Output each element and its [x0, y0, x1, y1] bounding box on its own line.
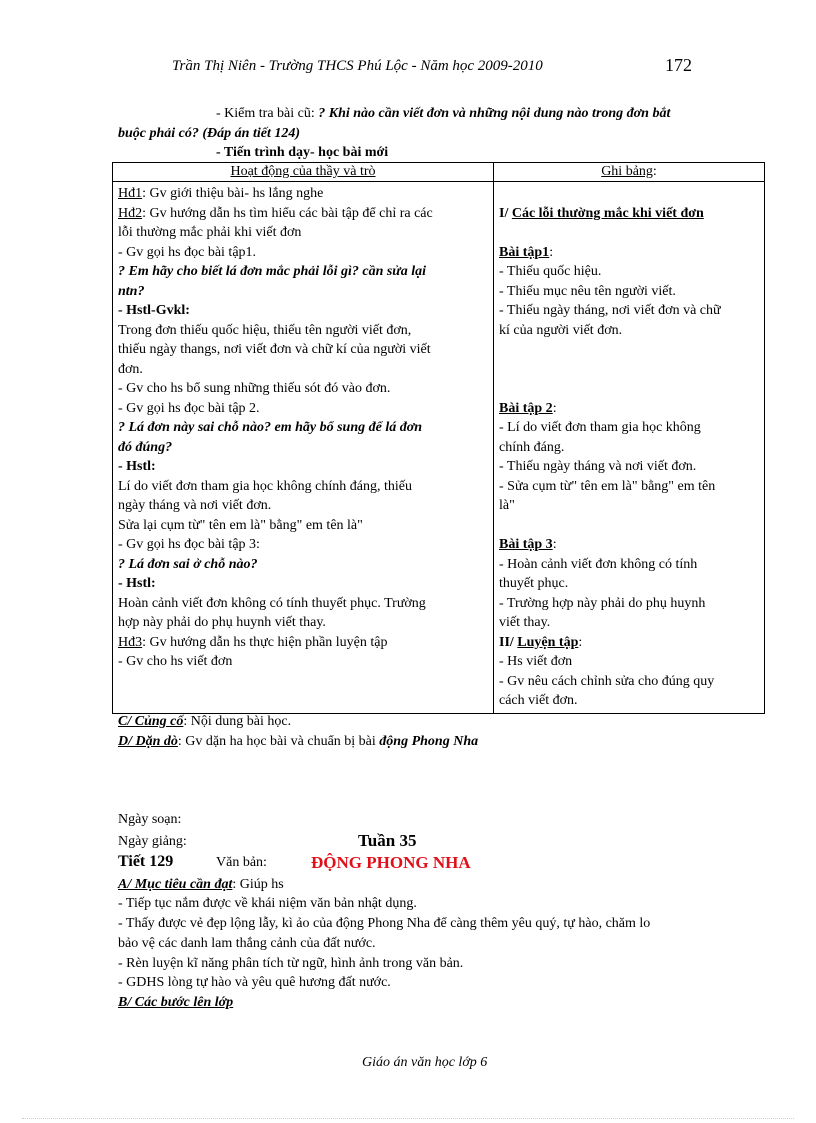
board-notes: I/ Các lỗi thường mắc khi viết đơn Bài tập1: - Thiếu quốc hiệu. - Thiếu mục nêu tên người viết. - Thiếu ngày tháng, nơi viết đơn và chữ kí của người viết đơn. Bài tập 2: - Lí do viết đơn tham gia học không chính đáng. - Thiếu ngày tháng và nơi viết đơn. - Sửa cụm từ" tên em là" bằng" em tên là" Bài tập 3: - Hoàn cảnh viết đơn không có tính thuyết phục. - Trường hợp này phải do phụ huynh viết thay. II/ Luyện tập: - Hs viết đơn - Gv nêu cách chỉnh sửa cho đúng quy cách viết đơn.: [494, 182, 765, 714]
hd3-label: Hđ3: [118, 634, 143, 650]
objective-2: - Thấy được vẻ đẹp lộng lẫy, kì ảo của động Phong Nha để càng thêm yêu quý, tự hào, chăm lo: [118, 916, 651, 931]
exercise-3-title: Bài tập 3: [499, 537, 553, 552]
hd2-label: Hđ2: [118, 205, 143, 221]
text-label: Văn bản:: [216, 855, 267, 870]
objective-3: - Rèn luyện kĩ năng phân tích từ ngữ, hình ảnh trong văn bản.: [118, 956, 464, 971]
left-column-header: Hoạt động của thầy và trò: [113, 163, 494, 182]
hd1-label: Hđ1: [118, 186, 143, 201]
objective-1: - Tiếp tục nắm được về khái niệm văn bản nhật dụng.: [118, 896, 417, 911]
check-question: ? Khi nào cần viết đơn và những nội dung nào trong đơn bắt: [318, 106, 671, 121]
consolidation: C/ Củng cố: Nội dung bài học.: [118, 714, 292, 729]
prep-date: Ngày soạn:: [118, 812, 182, 827]
check-question-cont: buộc phải có? (Đáp án tiết 124): [118, 126, 300, 141]
right-column-header: Ghi bảng:: [494, 163, 765, 182]
page-number: 172: [665, 55, 692, 75]
question-1: ? Em hãy cho biết lá đơn mắc phải lỗi gì? cần sửa lại: [118, 264, 426, 279]
exercise-1-title: Bài tập1: [499, 244, 550, 260]
exercise-2-title: Bài tập 2: [499, 400, 553, 416]
page-edge-divider: [22, 1118, 794, 1119]
running-header: Trần Thị Niên - Trường THCS Phú Lộc - Năm học 2009-2010: [172, 58, 543, 74]
lesson-progress: - Tiến trình dạy- học bài mới: [216, 145, 389, 160]
objective-4: - GDHS lòng tự hào và yêu quê hương đất nước.: [118, 975, 391, 990]
check-label: - Kiểm tra bài cũ:: [216, 106, 319, 121]
question-2: ? Lá đơn này sai chỗ nào? em hãy bổ sung để lá đơn: [118, 420, 423, 435]
week-label: Tuần 35: [358, 831, 417, 850]
page-footer: Giáo án văn học lớp 6: [362, 1055, 488, 1070]
objective-2-cont: bảo vệ các danh lam thắng cảnh của đất nước.: [118, 936, 376, 951]
old-lesson-check: [216, 106, 670, 122]
homework: D/ Dặn dò: Gv dặn ha học bài và chuẩn bị bài động Phong Nha: [118, 734, 479, 749]
lesson-number: Tiết 129: [118, 853, 174, 870]
lesson-title: ĐỘNG PHONG NHA: [311, 853, 471, 872]
lesson-table: [112, 162, 765, 714]
objectives-heading: A/ Mục tiêu cần đạt: Giúp hs: [118, 877, 284, 892]
section-1-title: Các lỗi thường mắc khi viết đơn: [511, 205, 704, 221]
teacher-student-activities: Hđ1: Gv giới thiệu bài- hs lắng nghe Hđ2: Gv hướng dẫn hs tìm hiểu các bài tập để chỉ ra các lỗi thường mắc phải khi viết đơn - Gv gọi hs đọc bài tập1. ? Em hãy cho biết lá đơn mắc phải lỗi gì? cần sửa lại ntn? - Hstl-Gvkl: Trong đơn thiếu quốc hiệu, thiếu tên người viết đơn, thiếu ngày thangs, nơi viết đơn và chữ kí của người viết đơn. - Gv cho hs bổ sung những thiếu sót đó vào đơn. - Gv gọi hs đọc bài tập 2. ? Lá đơn này sai chỗ nào? em hãy bổ sung để lá đơn đó đúng? - Hstl: Lí do viết đơn tham gia học không chính đáng, thiếu ngày tháng và nơi viết đơn. Sửa lại cụm từ" tên em là" bằng" em tên là" - Gv gọi hs đọc bài tập 3: ? Lá đơn sai ở chỗ nào? - Hstl: Hoàn cảnh viết đơn không có tính thuyết phục. Trường hợp này phải do phụ huynh viết thay. Hđ3: Gv hướng dẫn hs thực hiện phần luyện tập - Gv cho hs viết đơn: [113, 182, 494, 714]
teach-date: Ngày giảng:: [118, 834, 187, 849]
steps-heading: B/ Các bước lên lớp: [118, 995, 234, 1010]
question-3: ? Lá đơn sai ở chỗ nào?: [118, 556, 258, 572]
section-2-title: Luyện tập: [517, 634, 579, 650]
